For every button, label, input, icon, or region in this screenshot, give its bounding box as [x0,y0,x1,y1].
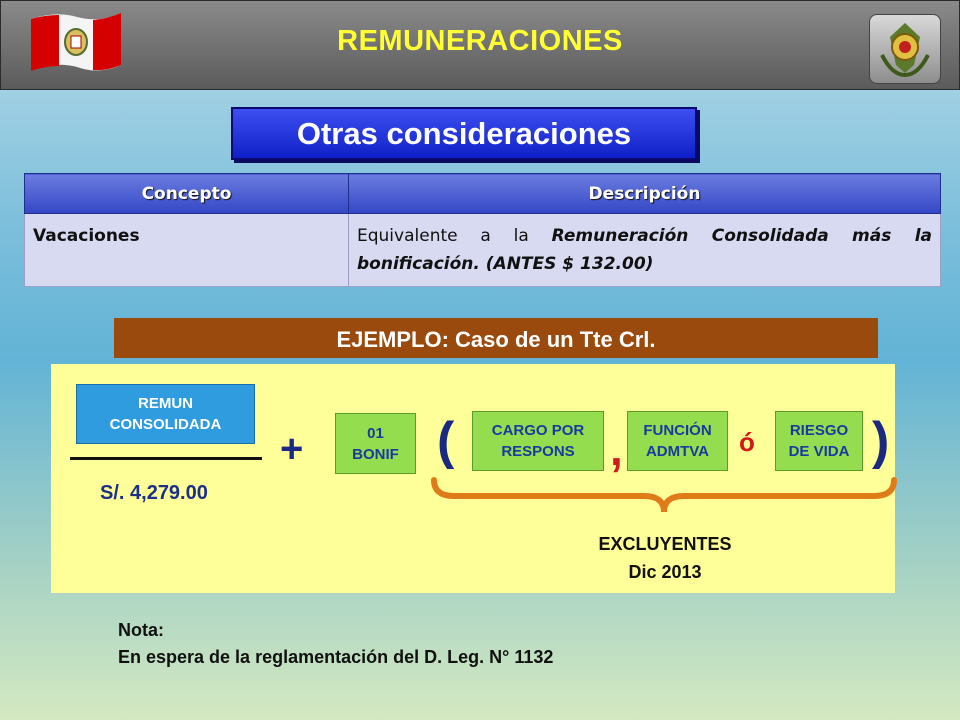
column-header-descripcion: Descripción [349,174,941,214]
note-label: Nota: [118,620,164,640]
or-text: ó [739,427,755,457]
cell-descripcion [349,214,941,287]
cargo-line1: CARGO POR [491,422,585,439]
riesgo-line1: RIESGO [789,422,849,439]
brace-icon [430,476,898,516]
bonif-line2: BONIF [352,445,399,463]
fraction-line [70,457,262,460]
riesgo-box [775,411,863,471]
table-row [25,214,941,287]
excluyentes-label [560,530,770,586]
cell-concepto: Vacaciones [25,214,349,287]
riesgo-line2: DE VIDA [788,443,850,460]
funcion-line1: FUNCIÓN [643,422,712,439]
comma: , [610,423,623,475]
bonif-box [335,413,416,474]
page-title: REMUNERACIONES [337,25,623,57]
plus-sign: + [280,427,304,471]
excl-line1: EXCLUYENTES [598,534,732,554]
table-header-row [25,174,941,214]
section-title: Otras consideraciones [231,107,697,160]
funcion-line2: ADMTVA [645,443,710,460]
paren-close: ) [872,412,890,470]
cargo-box [472,411,604,471]
desc-plain: Equivalente a la [357,226,552,246]
remun-line1: REMUN [137,395,193,412]
note [118,617,553,671]
desc-italic: Remuneración Consolidada más la bonificación. (ANTES $ 132.00) [357,226,932,274]
header-bar [0,0,960,90]
note-text: En espera de la reglamentación del D. Leg. N° 1132 [118,647,554,667]
example-title: EJEMPLO: Caso de un Tte Crl. [114,318,878,358]
amount: S/. 4,279.00 [100,482,208,504]
remun-consolidada-box [76,384,255,444]
considerations-table [24,173,941,287]
bonif-line1: 01 [367,424,384,442]
cargo-line2: RESPONS [501,443,575,460]
excl-line2: Dic 2013 [628,562,702,582]
paren-open: ( [437,412,455,470]
army-emblem-icon [869,14,941,84]
remun-line2: CONSOLIDADA [109,416,222,433]
column-header-concepto: Concepto [25,174,349,214]
funcion-box [627,411,728,471]
